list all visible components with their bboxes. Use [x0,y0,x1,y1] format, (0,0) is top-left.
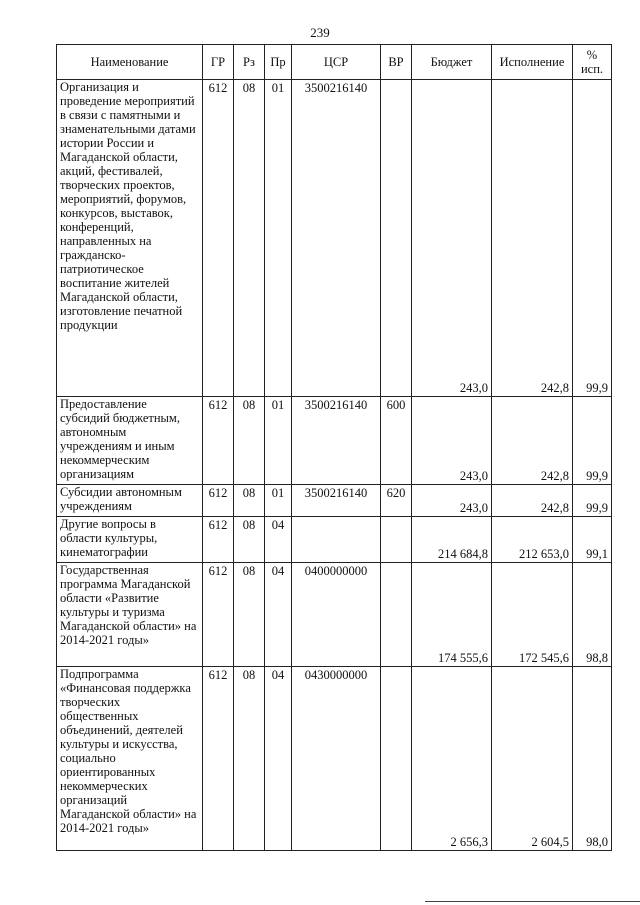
row-name: Государственная программа Магаданской области «Развитие культуры и туризма Магаданской области» на 2014-2021 годы» [57,563,203,667]
row-csr: 3500216140 [292,397,381,485]
row-gr: 612 [203,485,234,517]
footer-divider [425,901,640,902]
row-gr: 612 [203,80,234,397]
row-name: Субсидии автономным учреждениям [57,485,203,517]
row-rz: 08 [234,80,265,397]
row-gr: 612 [203,397,234,485]
row-name: Подпрограмма «Финансовая поддержка творческих общественных объединений, деятелей культуры и искусства, социально ориентированных некоммерческих организаций Магаданской области» на 2014-2021 годы» [57,667,203,851]
header-gr: ГР [203,45,234,80]
row-pr: 04 [265,563,292,667]
row-vr [381,563,412,667]
header-name: Наименование [57,45,203,80]
table-row [57,485,612,517]
row-name: Организация и проведение мероприятий в связи с памятными и знаменательными датами истории России и Магаданской области, акций, фестивалей, творческих проектов, мероприятий, форумов, конкурсов, выставок, конференций, направленных на гражданско-патриотическое воспитание жителей Магаданской области, изготовление печатной продукции [57,80,203,397]
row-budget: 243,0 [412,80,492,397]
header-csr: ЦСР [292,45,381,80]
table-row [57,80,612,397]
table-row [57,667,612,851]
row-rz: 08 [234,563,265,667]
header-row [57,45,612,80]
header-execution: Исполнение [492,45,573,80]
row-budget: 243,0 [412,397,492,485]
row-csr: 0400000000 [292,563,381,667]
header-percent [573,45,612,80]
row-percent: 99,9 [573,397,612,485]
header-rz: Рз [234,45,265,80]
row-csr: 3500216140 [292,485,381,517]
row-budget: 174 555,6 [412,563,492,667]
budget-execution-table [56,44,612,851]
row-rz: 08 [234,517,265,563]
table-row [57,517,612,563]
row-rz: 08 [234,397,265,485]
row-execution: 242,8 [492,80,573,397]
row-execution: 212 653,0 [492,517,573,563]
budget-table-container [56,44,612,851]
row-pr: 04 [265,667,292,851]
row-budget: 2 656,3 [412,667,492,851]
row-rz: 08 [234,485,265,517]
row-execution: 242,8 [492,397,573,485]
row-percent: 99,9 [573,485,612,517]
row-pr: 01 [265,397,292,485]
row-percent: 98,8 [573,563,612,667]
row-csr: 0430000000 [292,667,381,851]
header-pr: Пр [265,45,292,80]
row-execution: 242,8 [492,485,573,517]
row-csr [292,517,381,563]
page-number: 239 [310,25,330,40]
header-budget: Бюджет [412,45,492,80]
row-percent: 99,9 [573,80,612,397]
row-vr [381,80,412,397]
row-vr: 600 [381,397,412,485]
row-vr [381,517,412,563]
row-pr: 01 [265,80,292,397]
header-percent-label: исп. [580,62,604,76]
row-rz: 08 [234,667,265,851]
row-percent: 98,0 [573,667,612,851]
table-row [57,397,612,485]
header-percent-sign: % [586,48,598,62]
table-header [57,45,612,80]
row-gr: 612 [203,667,234,851]
table-row [57,563,612,667]
table-body [57,80,612,851]
row-execution: 2 604,5 [492,667,573,851]
row-gr: 612 [203,517,234,563]
row-budget: 214 684,8 [412,517,492,563]
row-name: Предоставление субсидий бюджетным, автономным учреждениям и иным некоммерческим организациям [57,397,203,485]
row-budget: 243,0 [412,485,492,517]
header-vr: ВР [381,45,412,80]
row-pr: 04 [265,517,292,563]
row-pr: 01 [265,485,292,517]
row-name: Другие вопросы в области культуры, кинематографии [57,517,203,563]
row-gr: 612 [203,563,234,667]
row-execution: 172 545,6 [492,563,573,667]
row-vr [381,667,412,851]
row-percent: 99,1 [573,517,612,563]
row-vr: 620 [381,485,412,517]
row-csr: 3500216140 [292,80,381,397]
